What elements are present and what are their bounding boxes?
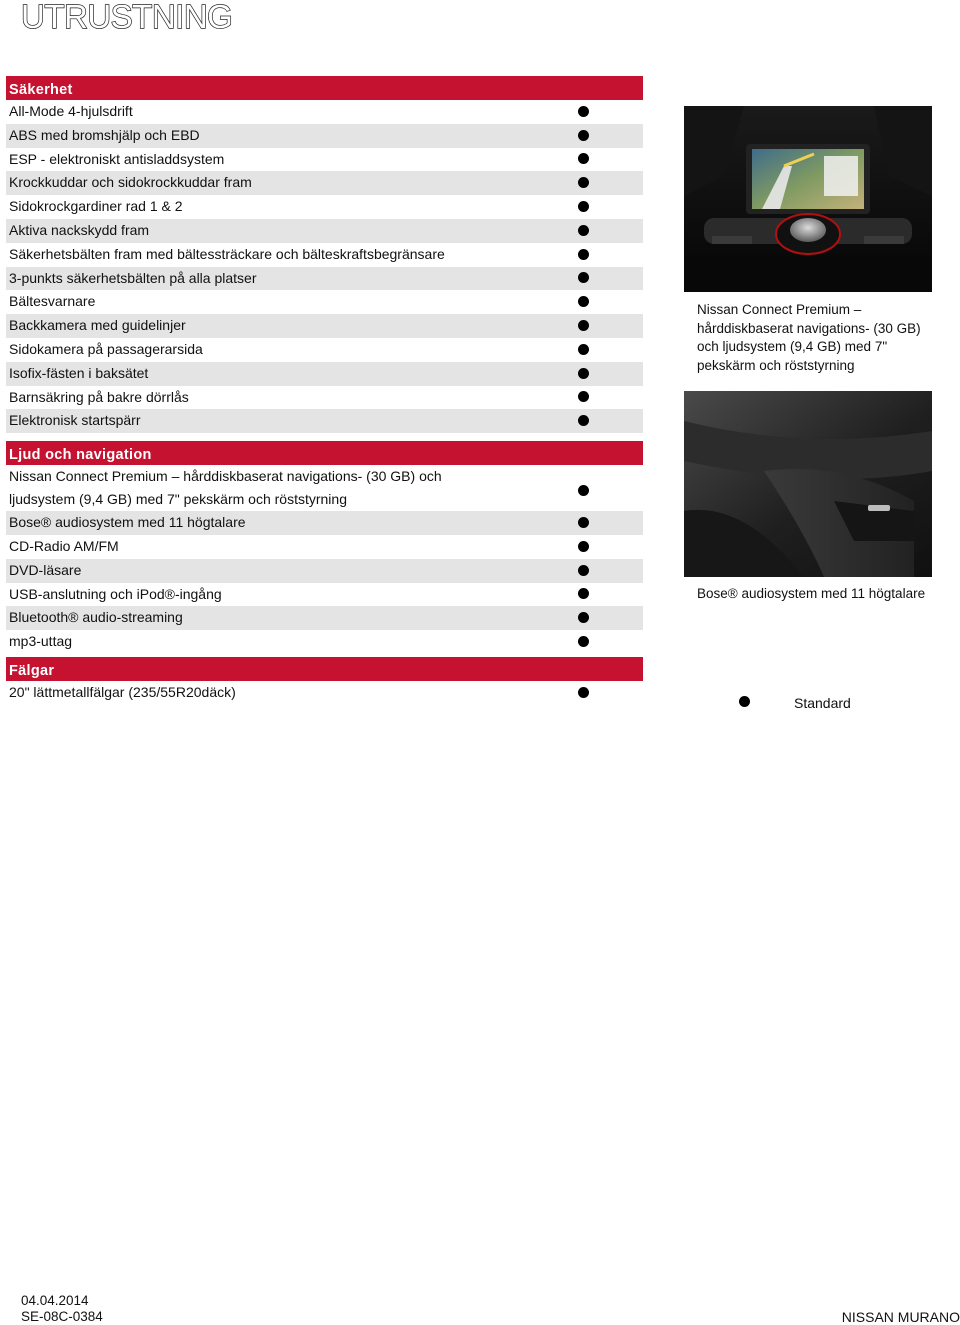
section-header-ljud-och-navigation: Ljud och navigation	[6, 441, 643, 465]
section-header-falgar: Fälgar	[6, 657, 643, 681]
item-label: Barnsäkring på bakre dörrlås	[9, 388, 189, 405]
item-label: CD-Radio AM/FM	[9, 537, 119, 554]
item-label: Bältesvarnare	[9, 293, 96, 310]
item-label: 3-punkts säkerhetsbälten på alla platser	[9, 269, 257, 286]
standard-dot-icon	[578, 391, 589, 402]
item-label: All-Mode 4-hjulsdrift	[9, 103, 133, 119]
table-row	[6, 362, 643, 386]
table-row	[6, 267, 643, 291]
table-row	[6, 535, 643, 559]
bose-photo-caption: Bose® audiosystem med 11 högtalare	[697, 586, 926, 601]
table-row	[6, 195, 643, 219]
table-row	[6, 630, 643, 654]
table-row	[6, 606, 643, 630]
standard-dot-icon	[578, 153, 589, 164]
table-row	[6, 465, 643, 511]
table-row	[6, 559, 643, 583]
legend-label: Standard	[794, 695, 851, 711]
item-label: USB-anslutning och iPod®-ingång	[9, 585, 222, 602]
item-label: DVD-läsare	[9, 561, 82, 578]
standard-dot-icon	[578, 588, 589, 599]
page-title: UTRUSTNING	[21, 0, 233, 35]
section-spacer	[6, 433, 643, 441]
navigation-photo-caption: Nissan Connect Premium – hårddiskbaserat navigations- (30 GB) och ljudsystem (9,4 GB) med 7" pekskärm och röststyrning	[697, 302, 921, 373]
standard-dot-icon	[578, 485, 589, 496]
item-label: Säkerhetsbälten fram med bältessträckare och bälteskraftsbegränsare	[9, 245, 445, 262]
standard-dot-icon	[578, 517, 589, 528]
table-row	[6, 290, 643, 314]
item-label: Sidokamera på passagerarsida	[9, 340, 203, 357]
standard-dot-icon	[578, 272, 589, 283]
equipment-table	[6, 76, 643, 705]
door-speaker-illustration	[684, 391, 932, 577]
item-label: Bose® audiosystem med 11 högtalare	[9, 514, 246, 531]
table-row	[6, 386, 643, 410]
standard-dot-icon	[578, 320, 589, 331]
table-row	[6, 511, 643, 535]
footer-code: SE-08C-0384	[21, 1309, 103, 1324]
item-label: Krockkuddar och sidokrockkuddar fram	[9, 174, 252, 191]
table-row	[6, 409, 643, 433]
standard-dot-icon	[578, 415, 589, 426]
footer-date: 04.04.2014	[21, 1293, 89, 1308]
item-label: Sidokrockgardiner rad 1 & 2	[9, 198, 183, 215]
table-row	[6, 148, 643, 172]
standard-dot-icon	[578, 612, 589, 623]
item-label: ESP - elektroniskt antisladdsystem	[9, 150, 225, 167]
footer-model: NISSAN MURANO	[841, 1309, 960, 1325]
table-row	[6, 100, 643, 124]
navigation-dashboard-illustration	[684, 106, 932, 292]
standard-dot-icon	[578, 687, 589, 698]
standard-dot-icon	[578, 565, 589, 576]
standard-dot-icon	[578, 344, 589, 355]
table-row	[6, 171, 643, 195]
bose-speaker-photo	[684, 391, 932, 577]
item-label: mp3-uttag	[9, 633, 73, 650]
section-header-sakerhet: Säkerhet	[6, 76, 643, 100]
table-row	[6, 338, 643, 362]
item-label: Aktiva nackskydd fram	[9, 221, 150, 238]
table-row	[6, 243, 643, 267]
standard-dot-icon	[578, 130, 589, 141]
standard-dot-icon	[578, 225, 589, 236]
standard-dot-icon	[578, 368, 589, 379]
standard-dot-icon	[578, 249, 589, 260]
item-label: Nissan Connect Premium – hårddiskbaserat navigations- (30 GB) och ljudsystem (9,4 GB) med 7" pekskärm och röststyrning	[9, 468, 442, 508]
item-label: Isofix-fästen i baksätet	[9, 364, 149, 381]
legend-dot-icon	[739, 696, 750, 707]
item-label: ABS med bromshjälp och EBD	[9, 126, 200, 143]
table-row	[6, 314, 643, 338]
standard-dot-icon	[578, 201, 589, 212]
item-label: Backkamera med guidelinjer	[9, 317, 186, 334]
standard-dot-icon	[578, 296, 589, 307]
standard-dot-icon	[578, 541, 589, 552]
table-row	[6, 219, 643, 243]
standard-dot-icon	[578, 177, 589, 188]
table-row	[6, 124, 643, 148]
item-label: 20" lättmetallfälgar (235/55R20däck)	[9, 683, 236, 700]
standard-dot-icon	[578, 106, 589, 117]
table-row	[6, 681, 643, 705]
item-label: Bluetooth® audio-streaming	[9, 609, 183, 626]
standard-dot-icon	[578, 636, 589, 647]
item-label: Elektronisk startspärr	[9, 412, 141, 429]
navigation-system-photo	[684, 106, 932, 292]
table-row	[6, 583, 643, 607]
